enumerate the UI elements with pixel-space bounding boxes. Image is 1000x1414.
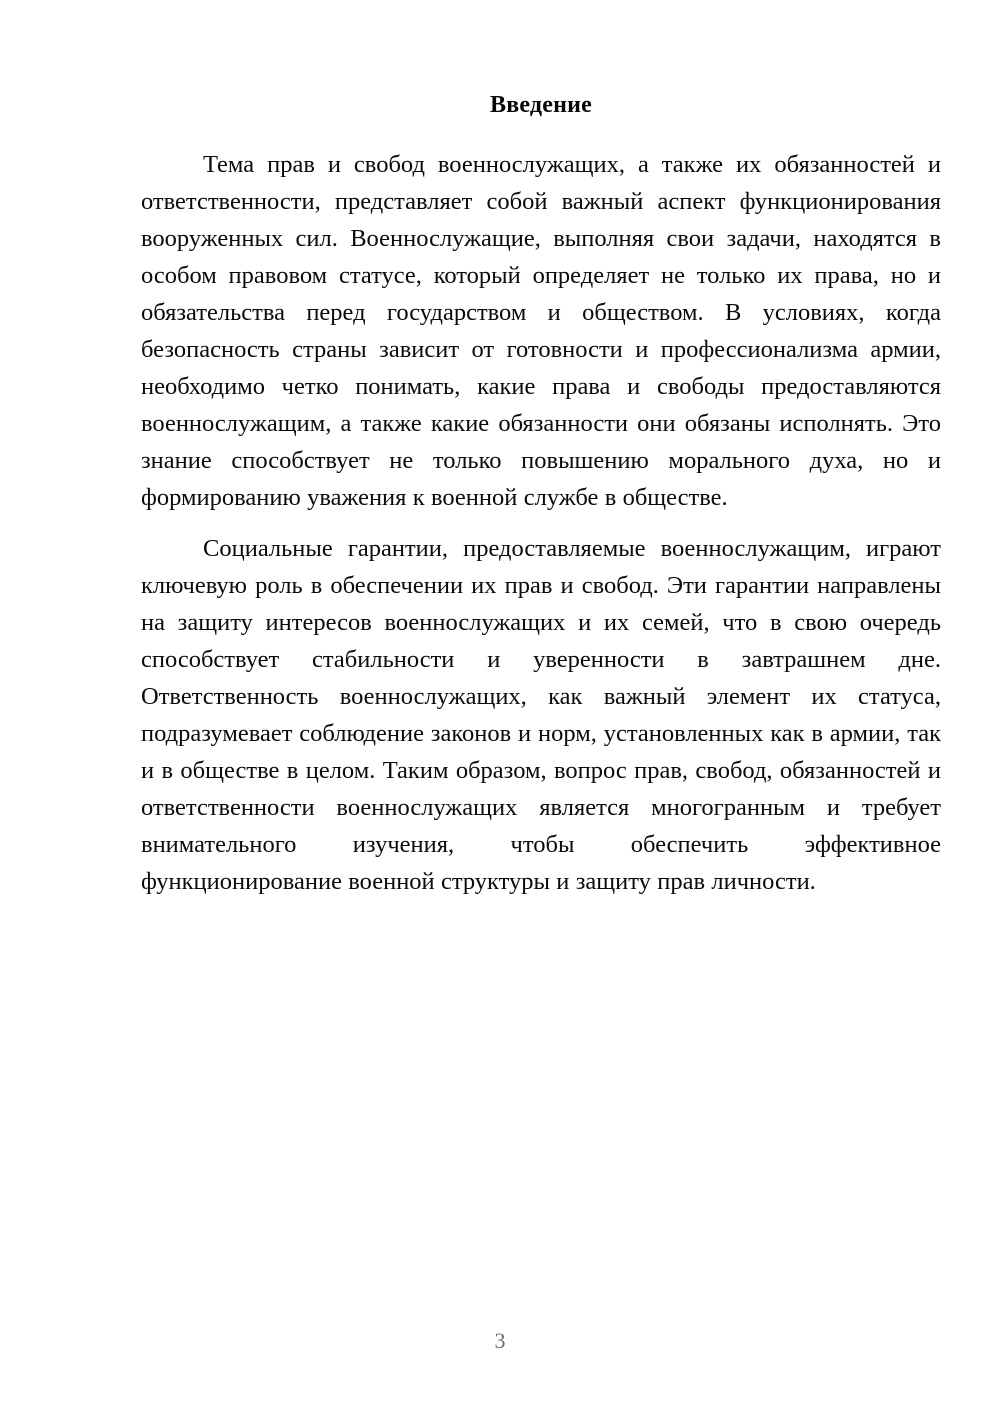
document-text-block	[141, 92, 941, 900]
body-paragraph-2: Социальные гарантии, предоставляемые военнослужащим, играют ключевую роль в обеспечении их прав и свобод. Эти гарантии направлены на защиту интересов военнослужащих и их семей, что в свою очередь способствует стабильности и уверенности в завтрашнем дне. Ответственность военнослужащих, как важный элемент их статуса, подразумевает соблюдение законов и норм, установленных как в армии, так и в обществе в целом. Таким образом, вопрос прав, свобод, обязанностей и ответственности военнослужащих является многогранным и требует внимательного изучения, чтобы обеспечить эффективное функционирование военной структуры и защиту прав личности.	[141, 534, 941, 895]
body-paragraph-1: Тема прав и свобод военнослужащих, а также их обязанностей и ответственности, представляет собой важный аспект функционирования вооруженных сил. Военнослужащие, выполняя свои задачи, находятся в особом правовом статусе, который определяет не только их права, но и обязательства перед государством и обществом. В условиях, когда безопасность страны зависит от готовности и профессионализма армии, необходимо четко понимать, какие права и свободы предоставляются военнослужащим, а также какие обязанности они обязаны исполнять. Это знание способствует не только повышению морального духа, но и формированию уважения к военной службе в обществе.	[141, 150, 941, 511]
page-title: Введение	[489, 92, 592, 118]
page-number: 3	[494, 1328, 506, 1353]
